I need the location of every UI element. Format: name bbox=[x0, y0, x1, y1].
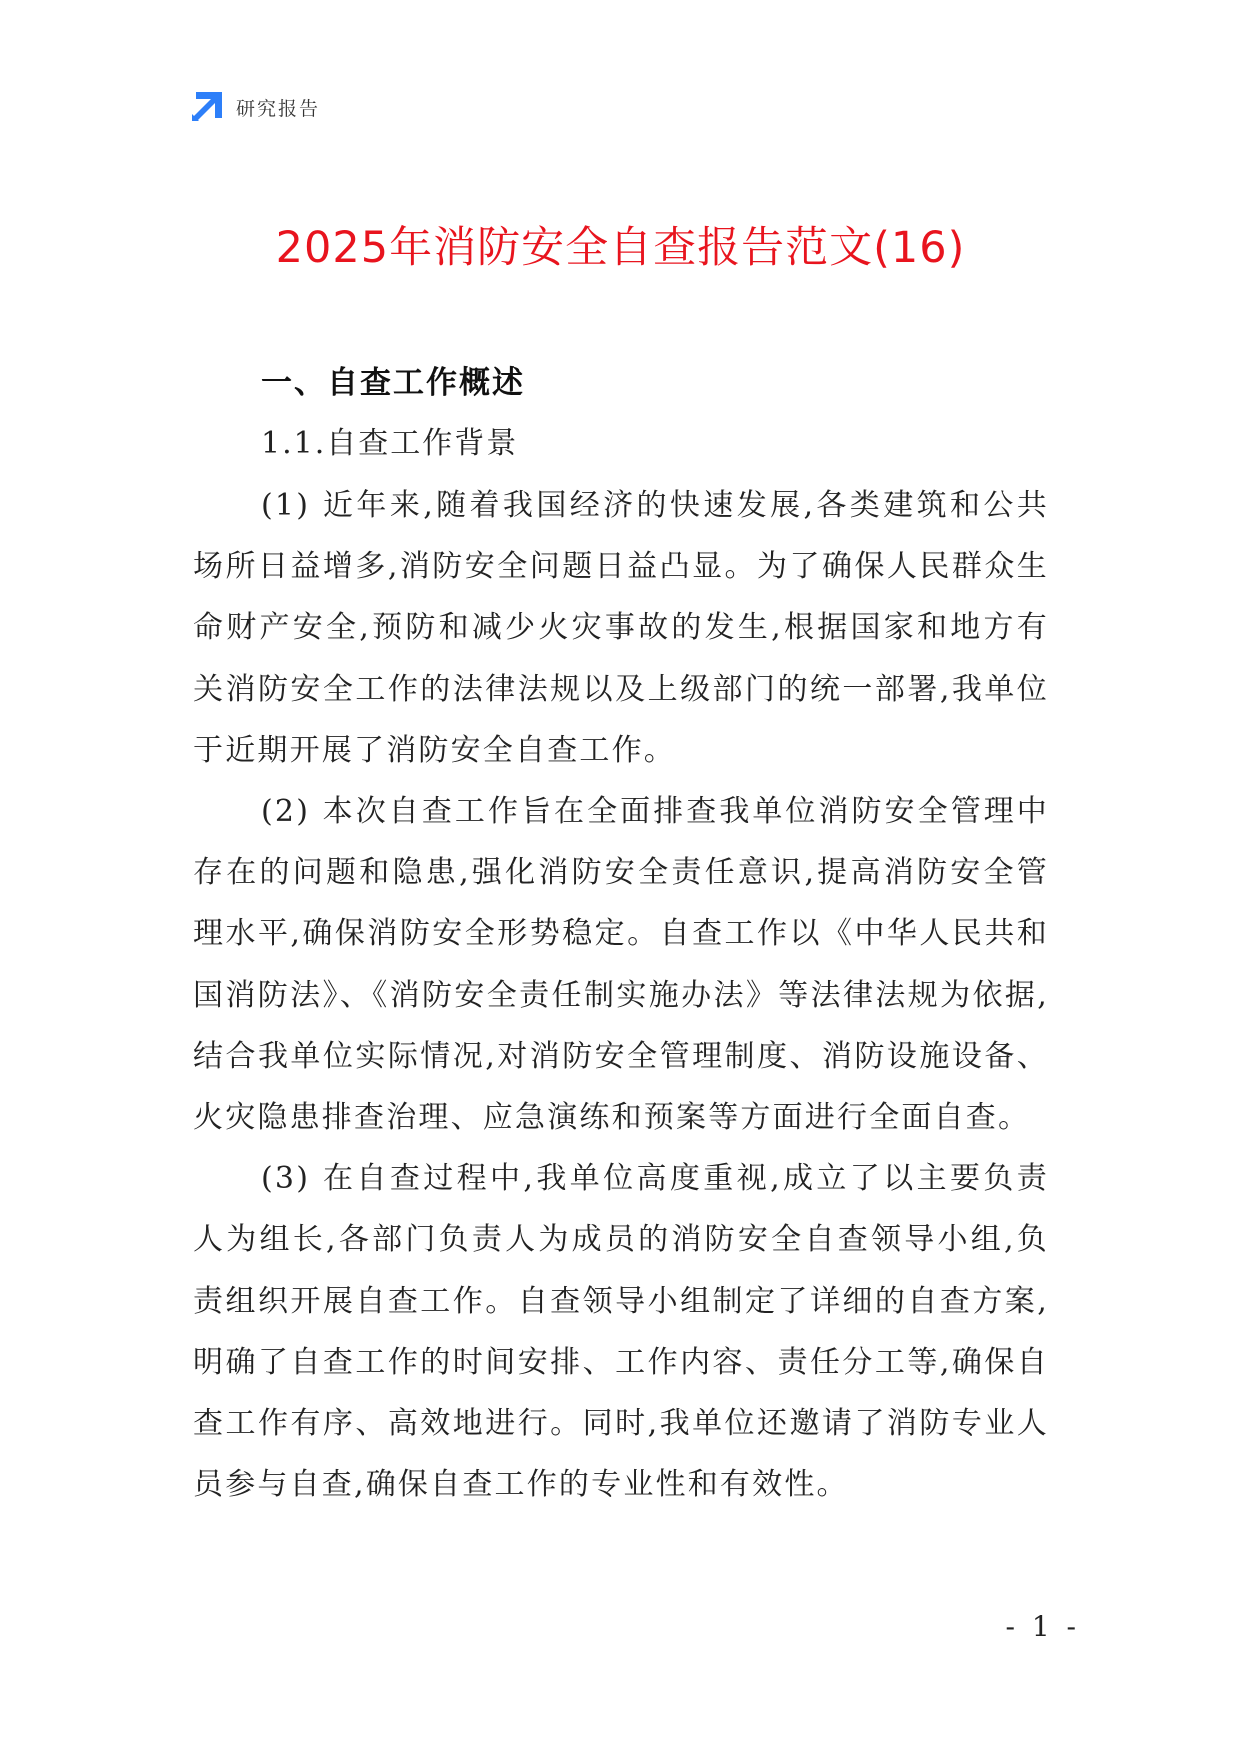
subsection-heading: 1.1.自查工作背景 bbox=[261, 426, 519, 461]
paragraph-3: (3) 在自查过程中,我单位高度重视,成立了以主要负责人为组长,各部门负责人为成员的消防安全自查领导小组,负责组织开展自查工作。自查领导小组制定了详细的自查方案,明确了自查工作的时间安排、工作内容、责任分工等,确保自查工作有序、高效地进行。同时,我单位还邀请了消防专业人员参与自查,确保自查工作的专业性和有效性。 bbox=[193, 1161, 1049, 1503]
paragraph-2: (2) 本次自查工作旨在全面排查我单位消防安全管理中存在的问题和隐患,强化消防安全责任意识,提高消防安全管理水平,确保消防安全形势稳定。自查工作以《中华人民共和国消防法》、《消防安全责任制实施办法》等法律法规为依据,结合我单位实际情况,对消防安全管理制度、消防设施设备、火灾隐患排查治理、应急演练和预案等方面进行全面自查。 bbox=[193, 794, 1049, 1136]
header-label: 研究报告 bbox=[236, 97, 321, 120]
section-heading: 一、自查工作概述 bbox=[261, 365, 525, 401]
paragraph-1: (1) 近年来,随着我国经济的快速发展,各类建筑和公共场所日益增多,消防安全问题日益凸显。为了确保人民群众生命财产安全,预防和减少火灾事故的发生,根据国家和地方有关消防安全工作的法律法规以及上级部门的统一部署,我单位于近期开展了消防安全自查工作。 bbox=[193, 488, 1049, 768]
page-number: - 1 - bbox=[1005, 1610, 1080, 1643]
arrow-up-right-icon bbox=[190, 90, 224, 124]
document-header bbox=[190, 90, 320, 124]
document-body bbox=[193, 353, 1049, 1515]
document-title: 2025年消防安全自查报告范文(16) bbox=[275, 223, 966, 273]
